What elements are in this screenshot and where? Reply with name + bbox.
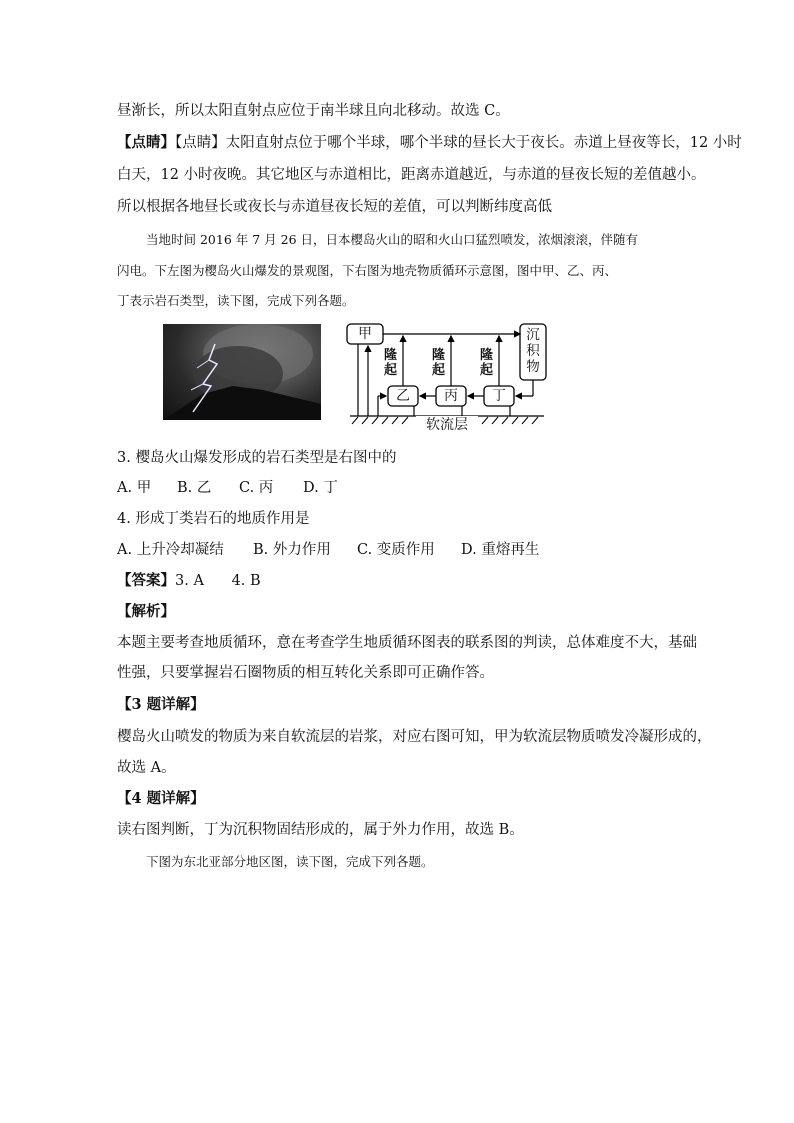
option-b: B. 外力作用 [253,542,331,558]
rock-ding-label: 丁 [492,388,506,404]
analysis-heading: 【解析】 [117,603,175,620]
question-3-options [117,478,338,498]
question-4-options [117,540,539,560]
detail-3-heading: 【3 题详解】 [117,696,205,713]
detail-4-heading: 【4 题详解】 [117,790,205,807]
next-question-intro: 下图为东北亚部分地区图，读下图，完成下列各题。 [146,854,434,869]
sediment-label: 沉积物 [526,327,540,375]
option-c: C. 丙 [239,480,274,496]
text-line-body: 【点睛】太阳直射点位于哪个半球，哪个半球的昼长大于夜长。赤道上昼夜等长，12 小时 [175,135,742,151]
intro-line: 闪电。下左图为樱岛火山爆发的景观图，下右图为地壳物质循环示意图，图中甲、乙、丙、 [117,263,618,278]
analysis-line: 性强，只要掌握岩石圈物质的相互转化关系即可正确作答。 [117,665,494,681]
rock-yi-label: 乙 [396,388,410,404]
uplift-label: 隆起 [432,348,446,378]
rock-jia-label: 甲 [358,326,372,342]
text-line [117,133,742,153]
volcano-eruption-photo [163,324,321,420]
option-d: D. 重熔再生 [461,542,540,558]
option-c: C. 变质作用 [357,542,435,558]
option-b: B. 乙 [177,480,212,496]
intro-line: 丁表示岩石类型，读下图，完成下列各题。 [117,293,355,308]
question-3-stem: 3. 樱岛火山爆发形成的岩石类型是右图中的 [117,450,397,466]
asthenosphere-label: 软流层 [416,416,478,434]
rock-bing-label: 丙 [444,388,458,404]
answer-label: 【答案】 [117,572,175,589]
text-line: 所以根据各地昼长或夜长与赤道昼夜长短的差值，可以判断纬度高低 [117,199,552,215]
intro-line: 当地时间 2016 年 7 月 26 日，日本樱岛火山的昭和火山口猛烈喷发，浓烟滚滚，伴随有 [146,232,639,247]
option-d: D. 丁 [303,480,338,496]
rock-cycle-diagram [344,320,550,436]
text-line: 白天，12 小时夜晚。其它地区与赤道相比，距离赤道越近，与赤道的昼夜长短的差值越小。 [117,167,706,183]
detail-3-line: 樱岛火山喷发的物质为来自软流层的岩浆，对应右图可知，甲为软流层物质喷发冷凝形成的， [117,729,712,745]
uplift-label: 隆起 [384,348,398,378]
option-a: A. 上升冷却凝结 [117,542,224,558]
option-a: A. 甲 [117,480,152,496]
text-line: 昼渐长，所以太阳直射点应位于南半球且向北移动。故选 C。 [117,103,510,119]
answer-line [117,571,261,591]
analysis-line: 本题主要考查地质循环，意在考查学生地质循环图表的联系图的判读，总体难度不大，基础 [117,635,697,651]
detail-4-line: 读右图判断，丁为沉积物固结形成的，属于外力作用，故选 B。 [117,822,524,838]
detail-3-line: 故选 A。 [117,760,176,776]
question-4-stem: 4. 形成丁类岩石的地质作用是 [117,511,310,527]
answer-text: 3. A 4. B [175,573,261,589]
uplift-label: 隆起 [480,348,494,378]
highlight-label: 【点睛】 [117,134,175,151]
